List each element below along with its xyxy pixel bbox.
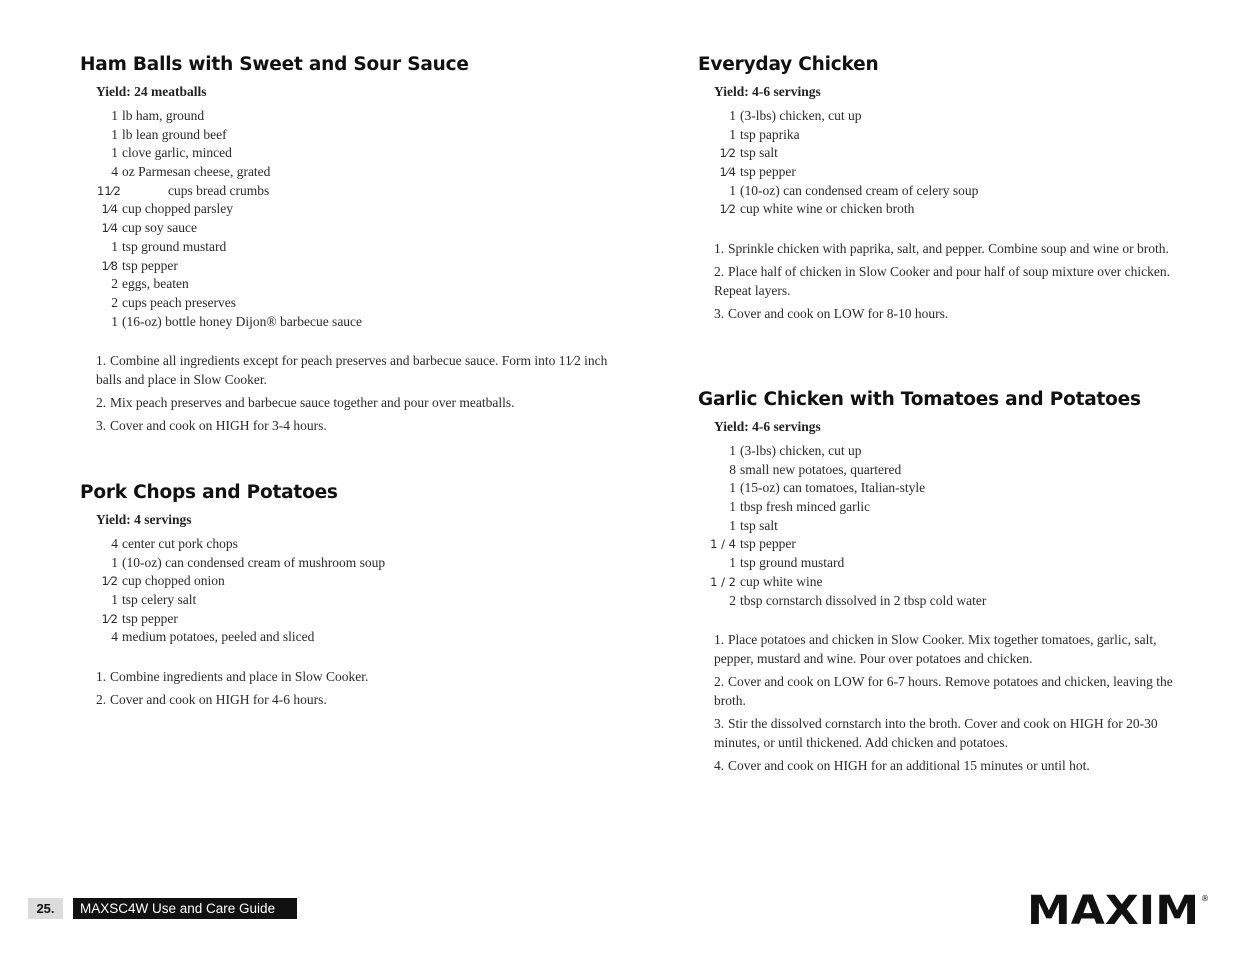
step-item xyxy=(698,714,1198,752)
step-number: 1. xyxy=(96,669,107,685)
ingredient-quantity: 1 xyxy=(729,108,736,123)
ingredient-quantity: 1 xyxy=(729,126,736,142)
step-text: Cover and cook on LOW for 6-7 hours. Remove potatoes and chicken, leaving the broth. xyxy=(714,674,1173,709)
ingredient-quantity: 4 xyxy=(111,536,118,551)
ingredient-text: cups bread crumbs xyxy=(168,182,270,198)
step-number: 2. xyxy=(96,395,107,411)
ingredient-quantity: 1⁄2 xyxy=(719,146,736,161)
ingredient-item xyxy=(80,163,620,182)
step-item xyxy=(698,262,1198,300)
ingredient-text: cup soy sauce xyxy=(122,220,197,236)
ingredient-quantity: 8 xyxy=(729,461,736,477)
ingredient-item xyxy=(80,126,620,145)
ingredient-quantity: 1⁄4 xyxy=(101,202,118,217)
ingredient-text: (3-lbs) chicken, cut up xyxy=(740,108,862,123)
step-list xyxy=(698,239,1198,323)
ingredient-item xyxy=(80,275,620,294)
ingredient-item xyxy=(698,517,1198,536)
ingredient-text: tsp pepper xyxy=(740,536,796,552)
ingredient-list xyxy=(698,442,1198,610)
ingredient-item xyxy=(80,107,620,126)
ingredient-item xyxy=(698,107,1198,126)
ingredient-text: (10-oz) can condensed cream of celery soup xyxy=(740,182,979,198)
ingredient-quantity: 1 xyxy=(111,313,118,329)
ingredient-quantity: 1 xyxy=(729,555,736,571)
ingredient-text: lb ham, ground xyxy=(122,108,205,123)
recipe-ham-balls xyxy=(80,53,620,439)
step-list xyxy=(80,351,620,435)
ingredient-quantity: 1⁄2 xyxy=(101,574,118,589)
ingredient-quantity: 1⁄8 xyxy=(101,258,118,273)
step-list xyxy=(80,667,620,709)
ingredient-text: tsp celery salt xyxy=(122,592,197,608)
ingredient-item xyxy=(80,572,620,591)
step-item xyxy=(80,351,620,389)
recipe-yield: Yield: 4-6 servings xyxy=(714,419,821,434)
ingredient-quantity: 1 xyxy=(729,443,736,458)
step-item xyxy=(698,630,1198,668)
ingredient-text: tsp salt xyxy=(740,517,778,533)
ingredient-text: medium potatoes, peeled and sliced xyxy=(122,629,315,645)
ingredient-quantity: 1 xyxy=(111,592,118,608)
step-text: Cover and cook on HIGH for an additional 15 minutes or until hot. xyxy=(728,758,1090,774)
step-item xyxy=(80,690,620,709)
recipe-pork-chops xyxy=(80,481,620,713)
ingredient-text: (16-oz) bottle honey Dijon® barbecue sauce xyxy=(122,313,363,329)
step-number: 3. xyxy=(96,418,107,434)
ingredient-item xyxy=(80,144,620,163)
step-text: Cover and cook on HIGH for 4-6 hours. xyxy=(110,692,327,708)
ingredient-item xyxy=(80,238,620,257)
recipe-yield: Yield: 4-6 servings xyxy=(714,84,821,99)
ingredient-quantity: 2 xyxy=(729,592,736,608)
ingredient-quantity: 1 xyxy=(111,108,118,123)
ingredient-text: tsp pepper xyxy=(122,257,178,273)
ingredient-text: cups peach preserves xyxy=(122,294,236,310)
step-list xyxy=(698,630,1198,775)
logo-wordmark: MAXIM xyxy=(1027,891,1199,927)
step-number: 2. xyxy=(96,692,107,708)
ingredient-item xyxy=(80,313,620,332)
step-number: 4. xyxy=(714,758,725,774)
ingredient-quantity: 1 xyxy=(111,145,118,161)
ingredient-text: tsp paprika xyxy=(740,126,800,142)
recipe-title: Garlic Chicken with Tomatoes and Potatoes xyxy=(698,389,1141,410)
ingredient-item xyxy=(698,200,1198,219)
ingredient-text: cup chopped parsley xyxy=(122,201,233,217)
ingredient-item xyxy=(698,144,1198,163)
ingredient-item xyxy=(698,573,1198,592)
recipe-yield: Yield: 24 meatballs xyxy=(96,84,207,99)
recipe-everyday-chicken xyxy=(698,53,1198,327)
page-number: 25. xyxy=(28,898,63,919)
ingredient-quantity: 4 xyxy=(111,164,118,180)
ingredient-item xyxy=(698,592,1198,611)
step-number: 1. xyxy=(714,241,725,257)
ingredient-item xyxy=(698,182,1198,201)
ingredient-item xyxy=(80,182,620,201)
ingredient-text: clove garlic, minced xyxy=(122,145,232,161)
step-number: 2. xyxy=(714,264,725,280)
ingredient-item xyxy=(80,610,620,629)
ingredient-quantity: 1 xyxy=(729,480,736,496)
step-number: 1. xyxy=(714,632,725,648)
step-text: Cover and cook on LOW for 8-10 hours. xyxy=(728,306,949,322)
recipe-title: Pork Chops and Potatoes xyxy=(80,482,338,503)
ingredient-text: tsp pepper xyxy=(122,610,178,626)
ingredient-text: tsp pepper xyxy=(740,164,796,180)
ingredient-quantity: 1 xyxy=(111,554,118,570)
ingredient-quantity: 1 / 4 xyxy=(710,537,736,552)
ingredient-list xyxy=(698,107,1198,219)
step-text: Combine ingredients and place in Slow Cooker. xyxy=(110,669,369,685)
step-text: Sprinkle chicken with paprika, salt, and pepper. Combine soup and wine or broth. xyxy=(728,241,1169,257)
step-item xyxy=(698,304,1198,323)
step-item xyxy=(80,393,620,412)
ingredient-quantity: 1 / 2 xyxy=(710,574,736,589)
ingredient-text: tsp ground mustard xyxy=(122,238,227,254)
ingredient-text: oz Parmesan cheese, grated xyxy=(122,164,271,180)
ingredient-quantity: 1 xyxy=(729,499,736,515)
recipe-garlic-chicken xyxy=(698,388,1198,779)
ingredient-list xyxy=(80,535,620,647)
ingredient-item xyxy=(80,257,620,276)
ingredient-quantity: 1 xyxy=(729,182,736,198)
recipe-title: Ham Balls with Sweet and Sour Sauce xyxy=(80,54,469,75)
ingredient-quantity: 1 xyxy=(111,238,118,254)
recipe-yield: Yield: 4 servings xyxy=(96,512,192,527)
step-number: 2. xyxy=(714,674,725,690)
ingredient-text: lb lean ground beef xyxy=(122,126,227,142)
ingredient-quantity: 1⁄4 xyxy=(719,165,736,180)
ingredient-quantity: 2 xyxy=(111,294,118,310)
step-text: Place half of chicken in Slow Cooker and pour half of soup mixture over chicken. Repeat layers. xyxy=(714,264,1170,299)
ingredient-text: cup white wine or chicken broth xyxy=(740,201,915,217)
ingredient-item xyxy=(698,535,1198,554)
ingredient-quantity: 2 xyxy=(111,276,118,292)
ingredient-item xyxy=(698,163,1198,182)
step-item xyxy=(80,416,620,435)
step-text: Cover and cook on HIGH for 3-4 hours. xyxy=(110,418,327,434)
ingredient-item xyxy=(698,126,1198,145)
step-item xyxy=(698,672,1198,710)
ingredient-quantity: 1⁄4 xyxy=(101,221,118,236)
step-number: 1. xyxy=(96,353,107,369)
ingredient-quantity: 1 xyxy=(729,517,736,533)
ingredient-item xyxy=(698,442,1198,461)
ingredient-item xyxy=(698,554,1198,573)
ingredient-quantity: 11⁄2 xyxy=(97,183,121,198)
ingredient-text: cup chopped onion xyxy=(122,573,225,589)
ingredient-item xyxy=(80,628,620,647)
recipe-title: Everyday Chicken xyxy=(698,54,879,75)
ingredient-item xyxy=(80,591,620,610)
ingredient-item xyxy=(80,294,620,313)
ingredient-text: (3-lbs) chicken, cut up xyxy=(740,443,862,458)
step-number: 3. xyxy=(714,306,725,322)
step-text: Mix peach preserves and barbecue sauce together and pour over meatballs. xyxy=(110,395,515,411)
ingredient-text: tsp salt xyxy=(740,145,778,161)
ingredient-item xyxy=(698,479,1198,498)
ingredient-text: cup white wine xyxy=(740,573,823,589)
step-text: Stir the dissolved cornstarch into the broth. Cover and cook on HIGH for 20-30 minutes, or until thickened. Add chicken and potatoes. xyxy=(714,716,1158,751)
guide-title: MAXSC4W Use and Care Guide xyxy=(73,898,297,919)
ingredient-quantity: 1 xyxy=(111,126,118,142)
step-number: 3. xyxy=(714,716,725,732)
ingredient-text: tsp ground mustard xyxy=(740,555,845,571)
ingredient-item xyxy=(80,535,620,554)
ingredient-text: (15-oz) can tomatoes, Italian-style xyxy=(740,480,926,496)
step-item xyxy=(698,239,1198,258)
step-text: Place potatoes and chicken in Slow Cooker. Mix together tomatoes, garlic, salt, pepper, mustard and wine. Pour over potatoes and chicken. xyxy=(714,632,1157,667)
ingredient-quantity: 1⁄2 xyxy=(719,202,736,217)
ingredient-text: eggs, beaten xyxy=(122,276,189,292)
ingredient-list xyxy=(80,107,620,331)
registered-mark: ® xyxy=(1201,894,1209,903)
ingredient-item xyxy=(80,200,620,219)
step-item xyxy=(698,756,1198,775)
step-item xyxy=(80,667,620,686)
ingredient-text: small new potatoes, quartered xyxy=(740,461,902,477)
maxim-logo xyxy=(1027,891,1209,927)
ingredient-text: center cut pork chops xyxy=(122,536,238,551)
ingredient-item xyxy=(80,554,620,573)
ingredient-item xyxy=(698,461,1198,480)
ingredient-text: tbsp fresh minced garlic xyxy=(740,499,871,515)
step-text: Combine all ingredients except for peach preserves and barbecue sauce. Form into 11⁄2 inch balls and place in Slow Cooker. xyxy=(96,353,608,388)
ingredient-item xyxy=(698,498,1198,517)
ingredient-text: tbsp cornstarch dissolved in 2 tbsp cold water xyxy=(740,592,987,608)
ingredient-item xyxy=(80,219,620,238)
ingredient-quantity: 1⁄2 xyxy=(101,611,118,626)
ingredient-text: (10-oz) can condensed cream of mushroom soup xyxy=(122,554,386,570)
ingredient-quantity: 4 xyxy=(111,629,118,645)
